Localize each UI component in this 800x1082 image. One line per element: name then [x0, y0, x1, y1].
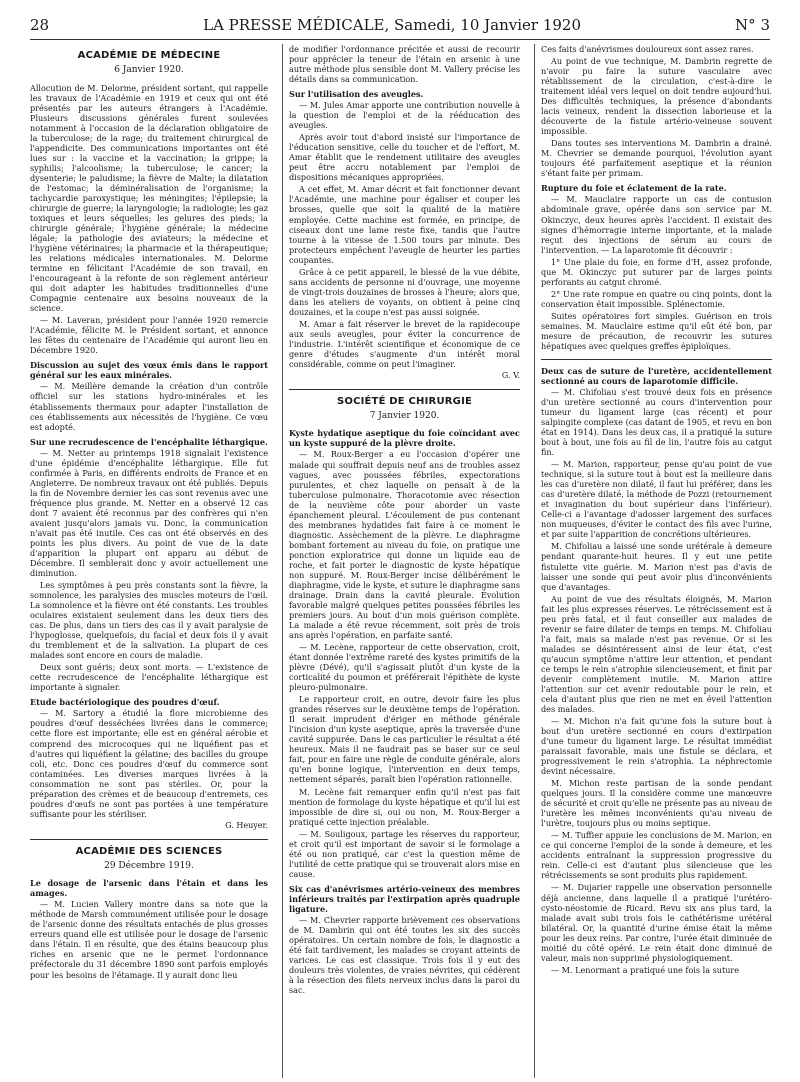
item-title: Etude bactériologique des poudres d'œuf.	[30, 697, 220, 708]
paragraph: — M. Jules Amar apporte une contribution nouvelle à la question de l'emploi et de la rééducation des aveugles.	[289, 100, 520, 131]
paragraph: — M. Meillère demande la création d'un contrôle officiel sur les stations hydro-minérales et les établissements thermaux pour adapter l'installation de ces établissements aux nécessités de l'hygiène. Ce vœu est adopté.	[30, 381, 268, 432]
paragraph: — M. Lecène, rapporteur de cette observation, croit, étant donnée l'extrême rareté des kystes primitifs de la plèvre (Dévé), qu'il s'agissait plutôt d'un kyste de la corticalité du poumon et préférerait l'épithète de kyste pleuro-pulmonaire.	[289, 642, 520, 693]
paragraph: — M. Souligoux, partage les réserves du rapporteur, et croit qu'il est important de savoir si le formolage a été ou non pratiqué, car c'est la question même de l'utilité de cette pratique qui se trouverait alors mise en cause.	[289, 828, 520, 879]
item-title: Discussion au sujet des vœux émis dans le rapport général sur les eaux minérales.	[30, 360, 268, 381]
divider	[30, 839, 268, 840]
divider	[541, 359, 772, 360]
paragraph: Les symptômes à peu près constants sont la fièvre, la somnolence, les paralysies des muscles moteurs de l'œil. La somnolence et la fièvre ont été constants. Les troubles oculaires existaient seulement dans les deux tiers des cas. De plus, dans un tiers des cas il y avait paralysie de l'hypoglosse, quelquefois, du facial et deux fois il y avait du tremblement et de la salivation. La plupart de ces malades sont encore en cours de maladie.	[30, 580, 268, 661]
item-title: Le dosage de l'arsenic dans l'étain et dans les amages.	[30, 878, 268, 899]
section-title: ACADÉMIE DES SCIENCES	[75, 845, 223, 857]
paragraph: — M. Netter au printemps 1918 signalait l'existence d'une épidémie d'encéphalite léthargique. Elle fut confirmée à Paris, en différents endroits de France et en Angleterre. De nombreux travaux ont été publiés. Depuis la fin de Novembre dernier les cas sont revenus avec une fréquence plus grande. M. Netter en a observé 12 cas dont 7 avaient été reconnus par des confrères qui n'en avaient jusqu'alors jamais vu. Donc, la communication n'avait pas été inutile. Ces cas ont été observés en des points les plus divers. Au point de vue de la date d'apparition la plupart ont apparu au début de Décembre. Il semblerait donc y avoir actuellement une diminution.	[30, 447, 268, 579]
paragraph: — M. Lenormant a pratiqué une fois la suture	[551, 964, 740, 975]
divider	[289, 389, 520, 390]
paragraph: M. Chifoliau a laissé une sonde urétérale à demeure pendant quarante-huit heures. Il y eut une petite fistulette vite guérie. M. Marion n'est pas d'avis de laisser une sonde qui peut avoir plus d'inconvénients que d'avantages.	[541, 541, 772, 592]
paragraph: M. Lecène fait remarquer enfin qu'il n'est pas fait mention de formolage du kyste hépatique et qu'il lui est impossible de dire si, oui ou non, M. Roux-Berger a pratiqué cette injection préalable.	[289, 786, 520, 827]
section-date: 7 Janvier 1920.	[369, 411, 440, 422]
item-title: Deux cas de suture de l'uretère, accidentellement sectionné au cours de laparotomie difficile.	[541, 365, 772, 386]
paragraph: M. Michon reste partisan de la sonde pendant quelques jours. Il la considère comme une manœuvre de sécurité et croit qu'elle ne présente pas au niveau de l'uretère les mêmes inconvénients qu'au niveau de l'urètre, toujours plus ou moins septique.	[541, 778, 772, 829]
paragraph: Grâce à ce petit appareil, le blessé de la vue débite, sans accidents de personne ni d'ouvrage, une moyenne de vingt-trois douzaines de brosses à l'heure; alors que, dans les ateliers de voyants, on obtient à peine cinq douzaines, et la coupe n'est pas aussi soignée.	[289, 266, 520, 317]
paragraph: — M. Chevrier rapporte brièvement ces observations de M. Dambrin qui ont été toutes les six des succès opératoires. Un certain nombre de fois, le diagnostic a été fait tardivement, les malades se croyant atteints de varices. Le cas est classique. Trois fois il y eut des douleurs très violentes, de vraies névrites, qui cédèrent à la résection des filets nerveux inclus dans la paroi du sac.	[289, 914, 520, 996]
item-title: Sur une recrudescence de l'encéphalite léthargique.	[30, 436, 268, 447]
column-2	[282, 44, 520, 1078]
paragraph: — M. Michon n'a fait qu'une fois la suture bout à bout d'un uretère sectionné en cours d'extirpation d'une tumeur du ligament large. Le résultat immédiat paraissait favorable, mais une fistule se déclara, et progressivement le rein s'atrophia. La néphrectomie devint nécessaire.	[541, 715, 772, 777]
paragraph: de modifier l'ordonnance précitée et aussi de recourir pour apprécier la teneur de l'étain en arsenic à une autre méthode plus sensible dont M. Vallery précise les détails dans sa communication.	[289, 44, 520, 85]
paragraph: Allocution de M. Delorme, président sortant, qui rappelle les travaux de l'Académie en 1919 et ceux qui ont été présentés par les auteurs étrangers à l'Académie. Plusieurs discussions générales furent soulevées notamment à l'occasion de la déclaration obligatoire de la tuberculose; de la rage; du traitement chirurgical de l'appendicite. Des communications importantes ont été lues sur : la vaccine et la vaccination; la grippe; la syphilis; l'alcoolisme; la tuberculose; le cancer; la dysenterie; le paludisme; la fièvre de Malte; la dilatation de l'estomac; la déminéralisation de l'organisme; la tachycardie paroxystique; les méningites; l'épilepsie; la chirurgie de guerre; la laryngologie; la radiologie; les gaz toxiques et leurs séquelles; les gelures des pieds; la chirurgie générale; l'hygiène générale; la médecine légale; la pathologie des aviateurs; la médecine et l'hygiène vétérinaires; la pharmacie et la thérapeutique; les relations médicales internationales. M. Delorme termine en félicitant l'Académie de son travail, en l'encourageant à la refonte de son règlement antérieur qui doit adapter les habitudes traditionnelles d'une Compagnie centenaire aux besoins nouveaux de la science.	[30, 82, 268, 314]
signature: G. Heuyer.	[225, 820, 268, 830]
section-date: 6 Janvier 1920.	[114, 65, 184, 76]
page-header	[30, 14, 770, 40]
paragraph: Ces faits d'anévrismes douloureux sont assez rares.	[541, 44, 754, 54]
paragraph: Au point de vue des résultats éloignés, M. Marion fait les plus expresses réserves. Le rétrécissement est à peu près fatal, et il faut conseiller aux malades de revenir se faire dilater de temps en temps. M. Chifoliau l'a fait, mais sa malade n'est pas revenue. Or si les malades se désintéressent ainsi de leur état, c'est qu'aucun symptôme n'attire leur attention, et pendant ce temps le rein s'atrophie silencieusement, et finit par devenir complètement inutile. M. Marion attire l'attention sur cet avenir redoutable pour le rein, et cela d'autant plus que rien ne met en éveil l'attention des malades.	[541, 593, 772, 714]
paragraph: Au point de vue technique, M. Dambrin regrette de n'avoir pu faire la suture vasculaire avec rétablissement de la circulation, c'est-à-dire le traitement idéal vers lequel on doit tendre aujourd'hui. Des difficultés techniques, la présence d'abondants lacis veineux, rendent la dissection laborieuse et la découverte de la fistule artério-veineuse souvent impossible.	[541, 56, 772, 137]
item-title: Kyste hydatique aseptique du foie coïncidant avec un kyste suppuré de la plèvre droite.	[289, 428, 520, 449]
issue-number: N° 3	[735, 16, 770, 34]
section-title: SOCIÉTÉ DE CHIRURGIE	[336, 395, 473, 407]
page-number: 28	[30, 16, 50, 34]
paragraph: Dans toutes ses interventions M. Dambrin a drainé. M. Chevrier se demande pourquoi, l'évolution ayant toujours été parfaitement aseptique et la réunion s'étant faite per primam.	[541, 138, 772, 179]
paragraph: — M. Tuffier appuie les conclusions de M. Marion, en ce qui concerne l'emploi de la sonde à demeure, et les accidents entraînant la suppression progressive du rein. Celle-ci est d'autant plus silencieuse que les rétrécissements se sont produits plus rapidement.	[541, 830, 772, 881]
article-columns	[30, 44, 772, 1078]
paragraph: M. Amar a fait réserver le brevet de la rapidecoupe aux seuls aveugles, pour éviter la concurrence de l'industrie. L'intérêt scientifique et économique de ce genre d'études s'augmente d'un intérêt moral considérable, comme on peut l'imaginer.	[289, 318, 520, 369]
section-date: 29 Décembre 1919.	[104, 861, 194, 872]
paragraph: 1° Une plaie du foie, en forme d'H, assez profonde, que M. Okinczyc put suturer par de larges points perforants au catgut chromé.	[541, 256, 772, 287]
paragraph: — M. Chifoliau s'est trouvé deux fois en présence d'un uretère sectionné au cours d'intervention pour tumeur du ligament large (cas récent) et pour salpingite complexe (cas datant de 1905, et revu en bon état en 1914). Dans les deux cas, il a pratiqué la suture bout à bout, une fois au fil de lin, l'autre fois au catgut fin.	[541, 386, 772, 458]
paragraph: Deux sont guéris; deux sont morts. — L'existence de cette recrudescence de l'encéphalite léthargique est importante à signaler.	[30, 662, 268, 693]
item-title: Six cas d'anévrismes artério-veineux des membres inférieurs traités par l'extirpation après quadruple ligature.	[289, 883, 520, 914]
column-3	[534, 44, 772, 1078]
paragraph: — M. Mauclaire rapporte un cas de contusion abdominale grave, opérée dans son service par M. Okinczyc, deux heures après l'accident. Il existait des signes d'hémorragie interne importante, et la malade reçut des injections de sérum au cours de l'intervention. — La laparotomie fit découvrir :	[541, 194, 772, 255]
paragraph: 2° Une rate rompue en quatre ou cinq points, dont la conservation était impossible. Splénectomie.	[541, 288, 772, 309]
paragraph: — M. Roux-Berger a eu l'occasion d'opérer une malade qui souffrait depuis neuf ans de troubles assez vagues, avec poussées fébriles, expectorations purulentes, et chez laquelle on pensait à de la tuberculose pulmonaire. Thoracotomie avec résection de la neuvième côte pour aborder un vaste épanchement pleural. L'écoulement de pus contenant des membranes hydatides fait faire à ce moment le diagnostic. Assèchement de la plèvre. Le diaphragme bombant fortement au niveau du foie, on pratique une ponction exploratrice qui donne un liquide eau de roche, et fait porter le diagnostic de kyste hépatique non suppuré. M. Roux-Berger incise délibérément le diaphragme, vide le kyste, et suture le diaphragme sans drainage. Drain dans la cavité pleurale. Évolution favorable malgré quelques petites poussées fébriles les premiers jours. Au bout d'un mois guérison complète. La malade a été revue récemment, soit près de trois ans après l'opération, en parfaite santé.	[289, 449, 520, 641]
paragraph: — M. Sartory a étudié la flore microbienne des poudres d'œuf desséchées livrées dans le commerce; cette flore est importante; elle est en général aérobie et comprend des microcoques qui ne liquéfient pas et d'autres qui liquéfient la gélatine; des bacilles du groupe coli, etc. Donc ces poudres d'œuf du commerce sont contaminées. Les diverses marques livrées à la consommation ne sont pas stériles. Or, pour la préparation des crèmes et de beaucoup d'entremets, ces poudres d'œufs ne sont pas portées à une température suffisante pour les stériliser.	[30, 708, 268, 819]
paragraph: A cet effet, M. Amar décrit et fait fonctionner devant l'Académie, une machine pour égaliser et couper les brosses, quelle que soit la qualité de la matière employée. Cette machine est formée, en principe, de ciseaux dont une lame reste fixe, tandis que l'autre tourne à la vitesse de 1.500 tours par minute. Des protecteurs empêchent l'aveugle de heurter les parties coupantes.	[289, 184, 520, 265]
item-title: Sur l'utilisation des aveugles.	[289, 89, 424, 100]
paragraph: — M. Laveran, président pour l'année 1920 remercie l'Académie, félicite M. le Président sortant, et annonce les fêtes du centenaire de l'Académie qui auront lieu en Décembre 1920.	[30, 315, 268, 356]
section-title: ACADÉMIE DE MÉDECINE	[77, 50, 221, 61]
paragraph: Après avoir tout d'abord insisté sur l'importance de l'éducation sensitive, celle du toucher et de l'effort, M. Amar établit que le rendement utilitaire des aveugles peut être accru notablement par l'emploi de dispositions mécaniques appropriées.	[289, 132, 520, 183]
column-1	[30, 44, 268, 1078]
paragraph: Suites opératoires fort simples. Guérison en trois semaines. M. Mauclaire estime qu'il eût été bon, par mesure de précaution, de recouvrir les sutures hépatiques avec quelques greffes épiploïques.	[541, 310, 772, 351]
paragraph: — M. Dujarier rappelle une observation personnelle déjà ancienne, dans laquelle il a pratiqué l'urétéro-cysto-néostomie de Ricard. Revu six ans plus tard, la malade avait subi trois fois le cathétérisme urétéral bilatéral. Or, la quantité d'urine émise était la même pour les deux reins. Par contre, l'urée était diminuée de moitié du côté opéré. Le rein était donc diminué de valeur, mais non supprimé physiologiquement.	[541, 882, 772, 963]
item-title: Rupture du foie et éclatement de la rate.	[541, 183, 727, 194]
signature: G. V.	[501, 370, 520, 380]
paragraph: — M. Marion, rapporteur, pense qu'au point de vue technique, si la suture tout à bout est la meilleure dans les cas d'uretère non dilaté, il faut lui préférer, dans les cas d'uretère dilaté, la méthode de Pozzi (retournement et invagination du bout supérieur dans l'inférieur). Celle-ci a l'avantage d'adosser largement des surfaces non muqueuses, d'éviter le contact des fils avec l'urine, et par suite l'apparition de concrétions ultérieures.	[541, 459, 772, 540]
paragraph: Le rapporteur croit, en outre, devoir faire les plus grandes réserves sur le deuxième temps de l'opération. Il serait imprudent d'ériger en méthode générale l'incision d'un kyste aseptique, après la traversée d'une cavité suppurée. Dans le cas particulier le résultat a été heureux. Mais il ne faudrait pas se baser sur ce seul fait, pour en faire une règle de conduite générale, alors qu'en bonne logique, l'intervention en deux temps, nettement séparés, paraît bien l'opération rationnelle.	[289, 694, 520, 785]
paragraph: — M. Lucien Vallery montre dans sa note que la méthode de Marsh communément utilisée pour le dosage de l'arsenic donne des résultats entachés de plus grosses erreurs quand elle est utilisée pour le dosage de l'arsenic dans l'étain. Il en résulte, que des étains beaucoup plus riches en arsenic que ne le permet l'ordonnance préfectorale du 31 décembre 1890 sont parfois employés pour les besoins de l'étamage. Il y aurait donc lieu	[30, 899, 268, 980]
journal-title: LA PRESSE MÉDICALE, Samedi, 10 Janvier 1920	[203, 16, 582, 34]
